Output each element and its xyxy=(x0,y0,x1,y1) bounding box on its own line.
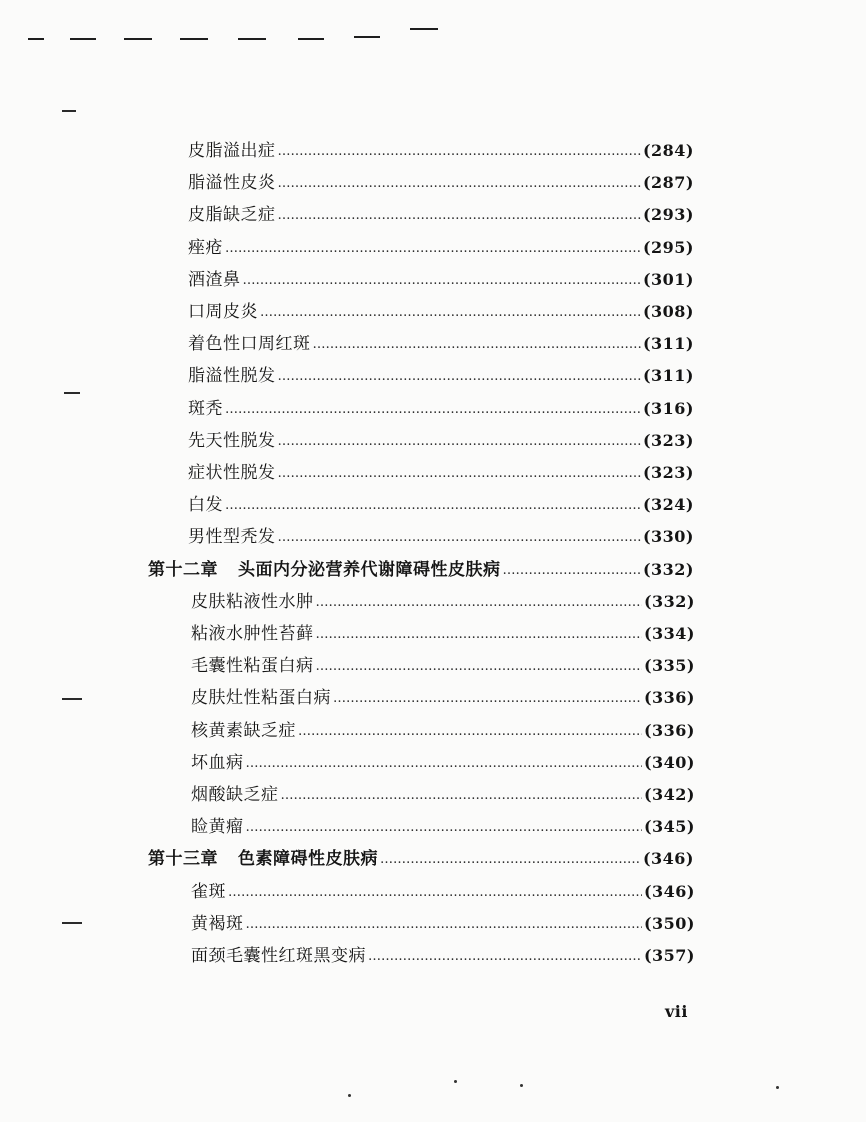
toc-entry-row xyxy=(191,909,695,939)
entry-title: 睑黄瘤 xyxy=(191,817,244,838)
toc-entry-row xyxy=(191,780,695,810)
page-ref: (287) xyxy=(642,173,694,193)
entry-title: 白发 xyxy=(188,495,223,516)
dot-leader xyxy=(278,205,641,225)
dot-leader xyxy=(246,914,642,934)
page-ref: (308) xyxy=(642,302,694,321)
entry-title: 核黄素缺乏症 xyxy=(191,720,296,741)
dot-leader xyxy=(380,849,641,869)
toc-entry-row xyxy=(191,812,695,842)
page-ref: (340) xyxy=(643,752,695,772)
dot-leader xyxy=(225,495,641,515)
dot-leader xyxy=(278,141,641,161)
chapter-heading xyxy=(148,844,378,874)
page-ref: (323) xyxy=(642,463,694,482)
entry-title: 酒渣鼻 xyxy=(188,269,241,290)
entry-title: 雀斑 xyxy=(191,881,226,902)
entry-title: 脂溢性皮炎 xyxy=(188,173,276,194)
page-ref: (295) xyxy=(642,237,694,257)
toc-entry-row xyxy=(188,329,694,359)
page-ref: (345) xyxy=(643,817,695,837)
page-ref: (332) xyxy=(643,591,695,611)
page-ref: (330) xyxy=(642,527,694,547)
chapter-number: 第十三章 xyxy=(148,849,218,870)
margin-mark xyxy=(62,698,82,700)
entry-title: 皮脂缺乏症 xyxy=(188,205,276,226)
chapter-number: 第十二章 xyxy=(148,559,218,580)
toc-entry-row xyxy=(191,587,695,617)
dot-leader xyxy=(316,624,642,644)
toc-entry-row xyxy=(188,265,694,295)
page-ref: (334) xyxy=(643,624,695,643)
dot-leader xyxy=(503,560,641,580)
dot-leader xyxy=(278,431,641,451)
dot-leader xyxy=(246,817,642,837)
entry-title: 坏血病 xyxy=(191,752,244,773)
chapter-title: 色素障碍性皮肤病 xyxy=(238,849,378,870)
toc-entry-row xyxy=(188,361,694,391)
toc-entry-row xyxy=(188,136,694,166)
toc-entry-row xyxy=(188,200,694,230)
scan-speck xyxy=(454,1080,457,1083)
scan-artifact-dash xyxy=(238,38,266,40)
entry-title: 着色性口周红斑 xyxy=(188,334,311,355)
dot-leader xyxy=(316,592,642,612)
entry-title: 粘液水肿性苔藓 xyxy=(191,624,314,644)
dot-leader xyxy=(298,721,642,741)
toc-entry-row xyxy=(191,877,695,907)
scan-artifact-dash xyxy=(180,38,208,40)
page-ref: (336) xyxy=(643,688,695,708)
entry-title: 脂溢性脱发 xyxy=(188,366,276,387)
scan-artifact-dash xyxy=(354,36,380,38)
scan-speck xyxy=(520,1084,523,1087)
page-number: vii xyxy=(665,1002,688,1021)
page-ref: (332) xyxy=(642,559,694,579)
dot-leader xyxy=(228,882,642,902)
page-ref: (301) xyxy=(642,269,694,289)
entry-title: 症状性脱发 xyxy=(188,463,276,483)
entry-title: 烟酸缺乏症 xyxy=(191,785,279,805)
entry-title: 黄褐斑 xyxy=(191,913,244,934)
dot-leader xyxy=(316,656,642,676)
margin-mark xyxy=(62,110,76,112)
toc-chapter-row xyxy=(148,555,694,585)
page-ref: (311) xyxy=(642,366,694,386)
dot-leader xyxy=(333,688,642,708)
toc-entry-row xyxy=(188,297,694,327)
page-ref: (293) xyxy=(642,205,694,225)
scan-artifact-dash xyxy=(28,38,44,40)
toc-chapter-row xyxy=(148,844,694,874)
page-ref: (346) xyxy=(642,849,694,869)
dot-leader xyxy=(246,753,642,773)
page-ref: (284) xyxy=(642,141,694,160)
page-ref: (342) xyxy=(643,785,695,804)
entry-title: 先天性脱发 xyxy=(188,430,276,451)
dot-leader xyxy=(243,270,641,290)
toc-entry-row xyxy=(188,522,694,552)
entry-title: 皮肤粘液性水肿 xyxy=(191,591,314,612)
toc-entry-row xyxy=(191,683,695,713)
scan-artifact-dash xyxy=(410,28,438,30)
scan-speck xyxy=(776,1086,779,1089)
toc-entry-row xyxy=(191,619,695,649)
entry-title: 痤疮 xyxy=(188,237,223,258)
toc-entry-row xyxy=(188,426,694,456)
scan-artifact-dash xyxy=(70,38,96,40)
page-ref: (323) xyxy=(642,430,694,450)
page-ref: (316) xyxy=(642,398,694,418)
page-ref: (357) xyxy=(643,946,695,965)
dot-leader xyxy=(281,785,642,805)
toc-entry-row xyxy=(188,490,694,520)
entry-title: 口周皮炎 xyxy=(188,302,258,322)
toc-entry-row xyxy=(188,168,694,198)
dot-leader xyxy=(278,173,641,193)
scan-artifact-dash xyxy=(124,38,152,40)
dot-leader xyxy=(225,399,641,419)
scan-speck xyxy=(348,1094,351,1097)
entry-title: 斑秃 xyxy=(188,398,223,419)
toc-entry-row xyxy=(191,748,695,778)
page-ref: (335) xyxy=(643,656,695,676)
page-ref: (346) xyxy=(643,881,695,901)
page-ref: (311) xyxy=(642,334,694,354)
margin-mark xyxy=(62,922,82,924)
page-ref: (336) xyxy=(643,720,695,740)
dot-leader xyxy=(313,334,641,354)
chapter-heading xyxy=(148,555,501,585)
toc-entry-row xyxy=(191,651,695,681)
scan-artifact-dash xyxy=(298,38,324,40)
entry-title: 皮脂溢出症 xyxy=(188,141,276,161)
toc-entry-row xyxy=(188,233,694,263)
toc-entry-row xyxy=(191,716,695,746)
page-ref: (324) xyxy=(642,495,694,515)
dot-leader xyxy=(260,302,641,322)
margin-mark xyxy=(64,392,80,394)
dot-leader xyxy=(278,463,641,483)
chapter-title: 头面内分泌营养代谢障碍性皮肤病 xyxy=(238,559,501,580)
entry-title: 皮肤灶性粘蛋白病 xyxy=(191,688,331,709)
toc-entry-row xyxy=(191,941,695,971)
toc-entry-row xyxy=(188,394,694,424)
toc-entry-row xyxy=(188,458,694,488)
page-ref: (350) xyxy=(643,913,695,933)
dot-leader xyxy=(225,238,641,258)
entry-title: 毛囊性粘蛋白病 xyxy=(191,656,314,677)
entry-title: 男性型秃发 xyxy=(188,527,276,548)
dot-leader xyxy=(278,527,641,547)
entry-title: 面颈毛囊性红斑黑变病 xyxy=(191,946,366,966)
dot-leader xyxy=(368,946,642,966)
dot-leader xyxy=(278,366,641,386)
